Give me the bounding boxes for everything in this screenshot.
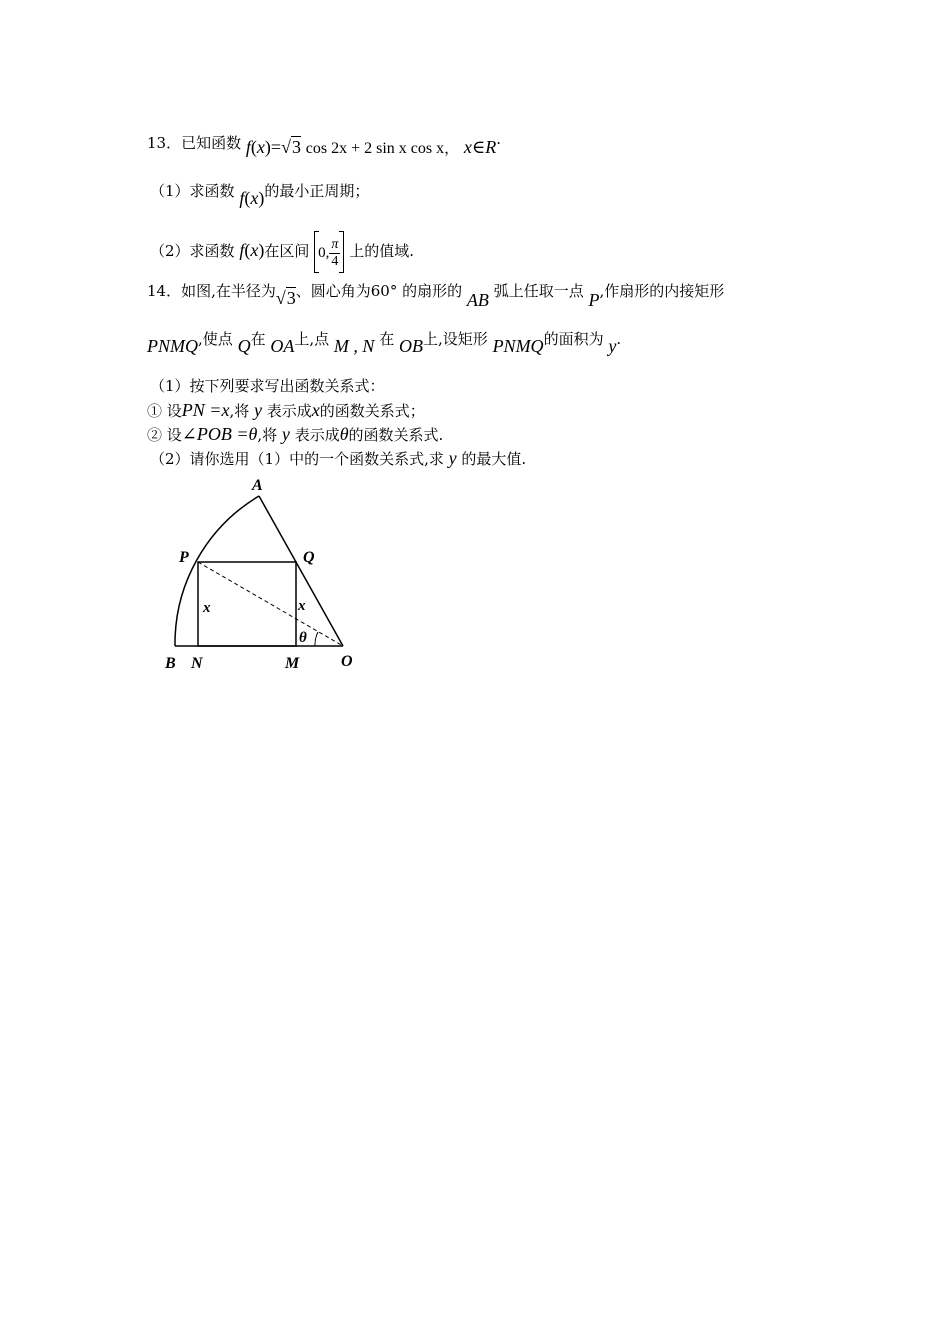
q14-sub2a: （2）请你选用（1）中的一个函数关系式,求 [150, 450, 444, 468]
q14-l2b: 在 [250, 330, 266, 348]
q14-p: P [588, 290, 600, 310]
q13-part2 [150, 228, 414, 272]
rectangle-PNMQ [198, 562, 296, 646]
q13-interval-num: π [331, 236, 339, 252]
label-M: M [285, 655, 300, 672]
q13-interval-frac [329, 237, 340, 270]
q14-sub1 [150, 376, 385, 396]
label-theta: θ [299, 630, 307, 646]
q14-mn: M , N [333, 336, 375, 356]
q14-y: y [608, 336, 617, 356]
q13-sqrt-arg: 3 [291, 137, 301, 157]
q14-sub1-text: （1）按下列要求写出函数关系式： [150, 377, 385, 395]
q14-c1c: 表示成 [266, 402, 312, 420]
q14-l1d: ,作扇形的内接矩形 [599, 282, 725, 300]
q14-l2a: ,使点 [198, 330, 233, 348]
q13-part1-paren: (x) [244, 188, 265, 208]
q14-oa: OA [270, 336, 295, 356]
q13-sqrt: √3 [281, 137, 301, 157]
q14-c2-angle: ∠POB =θ [181, 424, 258, 444]
sector-figure [155, 470, 375, 680]
radius-OA [259, 496, 343, 646]
q14-line2 [147, 328, 622, 356]
q14-l1b: 、圆心角为60° 的扇形的 [295, 282, 463, 300]
q13-domain-in: ∈ [471, 137, 486, 157]
q14-cond2 [147, 424, 443, 445]
q14-l2d: 在 [379, 330, 395, 348]
q14-rect: PNMQ [147, 336, 198, 356]
q13-expr: cos 2x + 2 sin x cos x [305, 140, 445, 157]
diagonal-PO [198, 562, 343, 646]
label-x-left: x [203, 600, 211, 616]
q14-c2-y: y [281, 424, 290, 444]
q14-c1-x: x [311, 400, 320, 420]
q13-interval-den: 4 [331, 253, 339, 269]
label-O: O [341, 653, 353, 670]
q13-part1 [150, 180, 370, 208]
q14-c1d: 的函数关系式； [319, 402, 425, 420]
q14-l1a: 如图,在半径为 [181, 282, 276, 300]
q14-sqrt: √3 [275, 288, 296, 308]
q13-part2-mid: 在区间 [264, 242, 310, 260]
q13-part1-x: x [250, 188, 259, 208]
q14-c1-pn: PN [181, 400, 205, 420]
q13-part2-tail: 上的值域. [349, 242, 414, 260]
q14-number: 14． [147, 282, 182, 300]
q13-comma: ， [444, 139, 460, 157]
q14-c2b: ,将 [257, 426, 278, 444]
q14-c2c: 表示成 [294, 426, 340, 444]
q13-period-dot: · [496, 134, 501, 152]
q14-cond1 [147, 400, 425, 421]
q13-domain-R: R [485, 137, 497, 157]
q13-interval [314, 231, 344, 273]
q14-c2-theta: θ [339, 424, 349, 444]
q14-l2f: 的面积为 [543, 330, 604, 348]
q14-ob: OB [399, 336, 423, 356]
q13-part2-label: （2）求函数 [150, 242, 235, 260]
q14-line1 [147, 280, 725, 310]
q14-l1c: 弧上任取一点 [493, 282, 584, 300]
q13-part2-f: f [239, 240, 245, 260]
label-P: P [179, 549, 189, 566]
q13-eq: = [270, 137, 282, 157]
q14-rect2: PNMQ [492, 336, 544, 356]
q14-c1-eq: =x [204, 400, 230, 420]
q13-part2-x: x [250, 240, 259, 260]
q13-part1-tail: 的最小正周期； [264, 182, 370, 200]
q13-part1-f: f [239, 188, 245, 208]
q14-l2c: 上,点 [294, 330, 330, 348]
angle-theta-arc [315, 632, 318, 646]
label-Q: Q [303, 549, 315, 566]
q14-sub2b: 的最大值. [461, 450, 527, 468]
q13-part2-paren: (x) [244, 240, 265, 260]
q14-l2g: . [616, 330, 622, 348]
q14-c2d: 的函数关系式. [348, 426, 444, 444]
q14-c1a: ① 设 [147, 402, 182, 420]
q13-statement [147, 132, 501, 157]
q13-intro: 已知函数 [181, 134, 242, 152]
label-N: N [191, 655, 203, 672]
q14-q: Q [237, 336, 251, 356]
arc-AB [175, 496, 259, 646]
label-A: A [252, 477, 263, 494]
q14-sqrt-arg: 3 [286, 288, 296, 308]
q13-f: f [245, 137, 251, 157]
label-x-right: x [298, 598, 306, 614]
q13-domain-x: x [463, 137, 472, 157]
q13-paren: (x) [250, 137, 271, 157]
q13-part1-label: （1）求函数 [150, 182, 235, 200]
q14-c2a: ② 设 [147, 426, 182, 444]
q14-arc: AB [466, 290, 489, 310]
q14-sub2-y: y [448, 448, 457, 468]
q14-c1b: ,将 [229, 402, 250, 420]
q13-number: 13． [147, 134, 182, 152]
q14-sub2 [150, 448, 526, 469]
q14-c1-y: y [254, 400, 262, 420]
label-B: B [165, 655, 176, 672]
q14-l2e: 上,设矩形 [423, 330, 488, 348]
q13-interval-left: 0, [318, 245, 330, 261]
q13-x: x [256, 137, 265, 157]
